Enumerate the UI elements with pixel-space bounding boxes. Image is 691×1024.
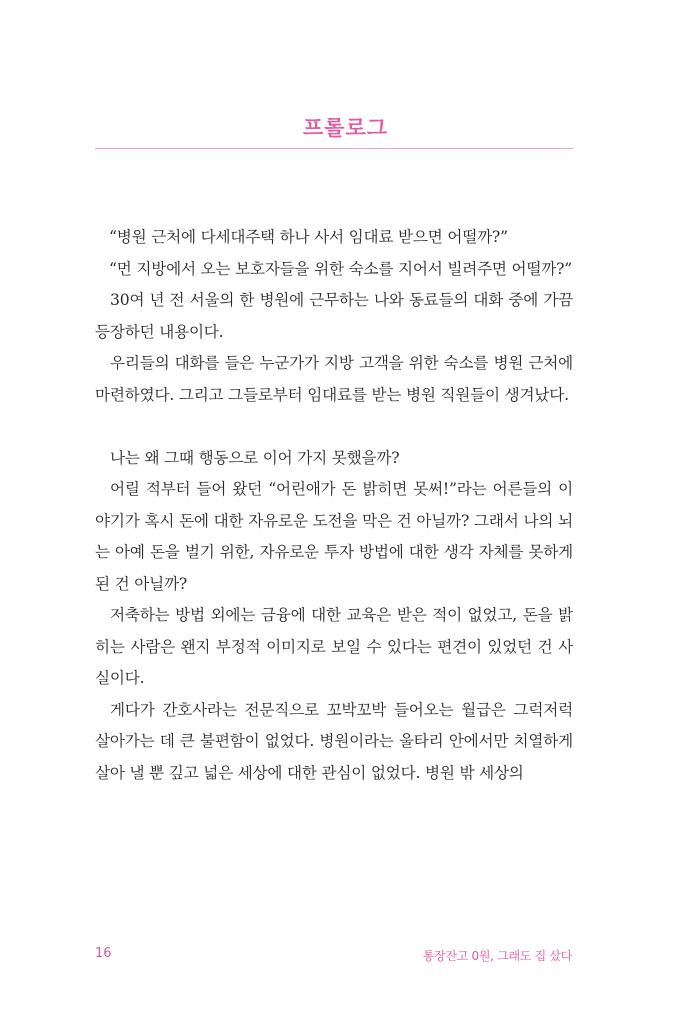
chapter-title: 프롤로그 <box>302 116 389 140</box>
paragraph: 게다가 간호사라는 전문직으로 꼬박꼬박 들어오는 월급은 그럭저럭 살아가는 데 큰 불편함이 없었다. 병원이라는 울타리 안에서만 치열하게 살아 낼 뿐 깊고 넓은 세상에 대한 관심이 없었다. 병원 밖 세상의 <box>95 700 573 782</box>
paragraph: 나는 왜 그때 행동으로 이어 가지 못했을까? <box>110 448 400 467</box>
title-divider <box>95 148 573 149</box>
paragraph: “병원 근처에 다세대주택 하나 사서 임대료 받으면 어떨까?” <box>109 228 508 246</box>
paragraph: 우리들의 대화를 들은 누군가가 지방 고객을 위한 숙소를 병원 근처에 마련하였다. 그리고 그들로부터 임대료를 받는 병원 직원들이 생겨났다. <box>95 354 573 404</box>
paragraph: “먼 지방에서 오는 보호자들을 위한 숙소를 지어서 빌려주면 어떨까?” <box>109 259 573 278</box>
paragraph-gap <box>95 411 573 443</box>
page-number: 16 <box>95 946 112 961</box>
paragraph: 저축하는 방법 외에는 금융에 대한 교육은 받은 적이 없었고, 돈을 밝히는 사람은 왠지 부정적 이미지로 보일 수 있다는 편견이 있었던 건 사실이다. <box>95 606 573 687</box>
paragraph: 어릴 적부터 들어 왔던 “어린애가 돈 밝히면 못써!”라는 어른들의 이야기가 혹시 돈에 대한 자유로운 도전을 막은 건 아닐까? 그래서 나의 뇌는 아예 돈을 벌기 위한, 자유로운 투자 방법에 대한 생각 자체를 못하게 된 건 아닐까? <box>95 480 573 593</box>
paragraph: 30여 년 전 서울의 한 병원에 근무하는 나와 동료들의 대화 중에 가끔 등장하던 내용이다. <box>95 291 573 341</box>
body-text <box>95 222 573 789</box>
book-title: 통장잔고 0원, 그래도 집 샀다 <box>422 949 572 963</box>
